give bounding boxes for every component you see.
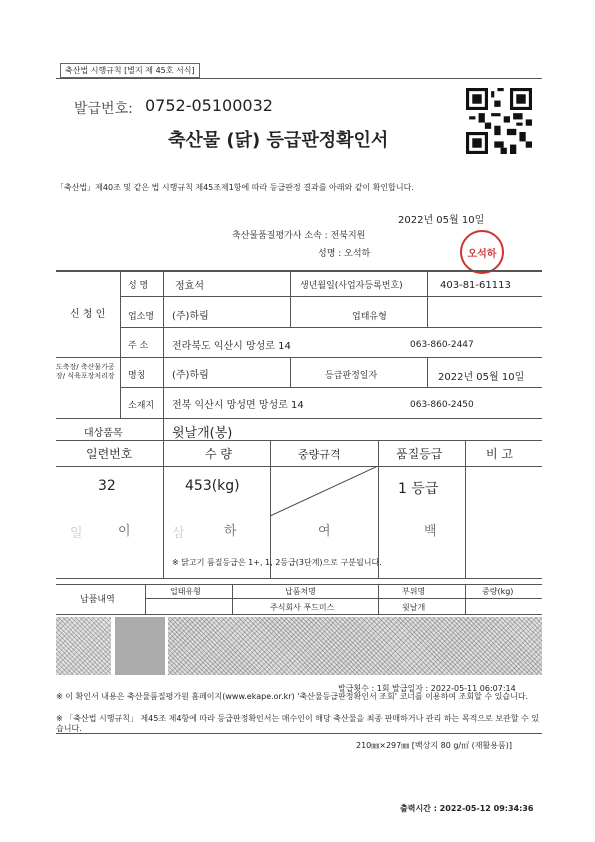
delivery-label: 납품내역 [80,595,115,605]
birth-value: 403-81-61113 [440,280,511,291]
redacted-block-3 [168,617,542,675]
birth-label: 생년월일(사업자등록번호) [300,281,403,291]
col-weight: 중량규격 [298,448,341,461]
watermark-4: 하 [224,524,237,539]
addr-label: 주 소 [128,341,149,351]
name-label: 성 명 [128,281,149,291]
location-phone: 063-860-2450 [410,400,474,410]
addr-value: 전라북도 익산시 망성로 14 [172,341,291,352]
print-time: 출력시간 : 2022-05-12 09:34:36 [400,804,534,813]
judge-date: 2022년 05월 10일 [438,372,525,383]
del-col-dest: 납품처명 [285,587,316,596]
col-note: 비 고 [486,447,513,461]
inspector-org: 축산물품질평가사 소속 : 전북지원 [232,231,366,241]
notice-1: ※ 이 확인서 내용은 축산물품질평가원 홈페이지(www.ekape.or.kr) '축산물등급판정확인서 조회' 코너를 이용하여 조회할 수 있습니다. [56,692,529,701]
issue-number: 0752-05100032 [145,96,273,115]
biz-label: 업소명 [128,312,155,322]
intro-text: 「축산법」제40조 및 같은 법 시행규칙 제45조제1항에 따라 등급판정 결과를 아래와 같이 확인합니다. [56,183,414,192]
watermark-1: 일 [70,526,83,541]
issue-info: 발급횟수 : 1회 발급일자 : 2022-05-11 06:07:14 [338,684,516,693]
notice-2: ※ 「축산법 시행규칙」 제45조 제4항에 따라 등급판정확인서는 매수인이 해당 축산물을 최종 판매하거나 관리 하는 목적으로 보관할 수 있습니다. [56,714,540,733]
col-qty: 수 량 [205,447,232,461]
biz-value: (주)하림 [172,311,209,322]
watermark-5: 여 [318,524,331,539]
row-qty: 453(kg) [185,478,240,494]
facility-name-label: 명칭 [128,371,146,381]
grade-footnote: ※ 닭고기 품질등급은 1+, 1, 2등급(3단계)으로 구분됩니다. [172,558,382,567]
inspector-name: 성명 : 오석하 [318,249,371,259]
judge-date-label: 등급판정일자 [325,371,378,381]
row-grade: 1 등급 [398,481,439,497]
facility-label: 도축장/ 축산물가공장/ 식육포장처리장 [56,363,115,380]
row-serial: 32 [98,478,116,494]
document-title: 축산물 (닭) 등급판정확인서 [168,130,389,151]
target-label: 대상품목 [84,428,123,439]
col-grade: 품질등급 [396,447,443,461]
paper-spec: 210㎜×297㎜ [백상지 80 g/㎡ (재활용품)] [356,741,512,750]
diagonal-line [270,466,378,516]
facility-name: (주)하림 [172,370,209,381]
applicant-label: 신 청 인 [70,309,106,320]
del-col-type: 업태유형 [170,587,201,596]
redacted-block-2 [115,617,165,675]
issue-label: 발급번호: [74,101,133,117]
location-value: 전북 익산시 망성면 망성로 14 [172,400,304,411]
del-col-part: 부위명 [402,587,426,596]
watermark-2: 이 [118,524,131,539]
issue-date: 2022년 05월 10일 [398,215,485,226]
qr-code-icon [466,88,532,154]
watermark-3: 삼 [172,526,185,541]
del-col-weight: 중량(kg) [482,587,514,596]
addr-phone: 063-860-2447 [410,340,474,350]
name-value: 정효석 [175,281,204,292]
watermark-6: 백 [424,524,437,539]
del-part: 윗날개 [402,603,426,612]
col-serial: 일련번호 [86,447,133,461]
del-dest: 주식회사 푸드미스 [270,603,335,612]
official-seal-icon: 오석하 [460,230,504,274]
form-number: 축산법 시행규칙 [별지 제 45호 서식] [60,63,200,78]
location-label: 소재지 [128,401,155,411]
biz-type-label: 업태유형 [352,312,387,322]
redacted-block-1 [56,617,111,675]
target-value: 윗날개(봉) [172,426,233,441]
